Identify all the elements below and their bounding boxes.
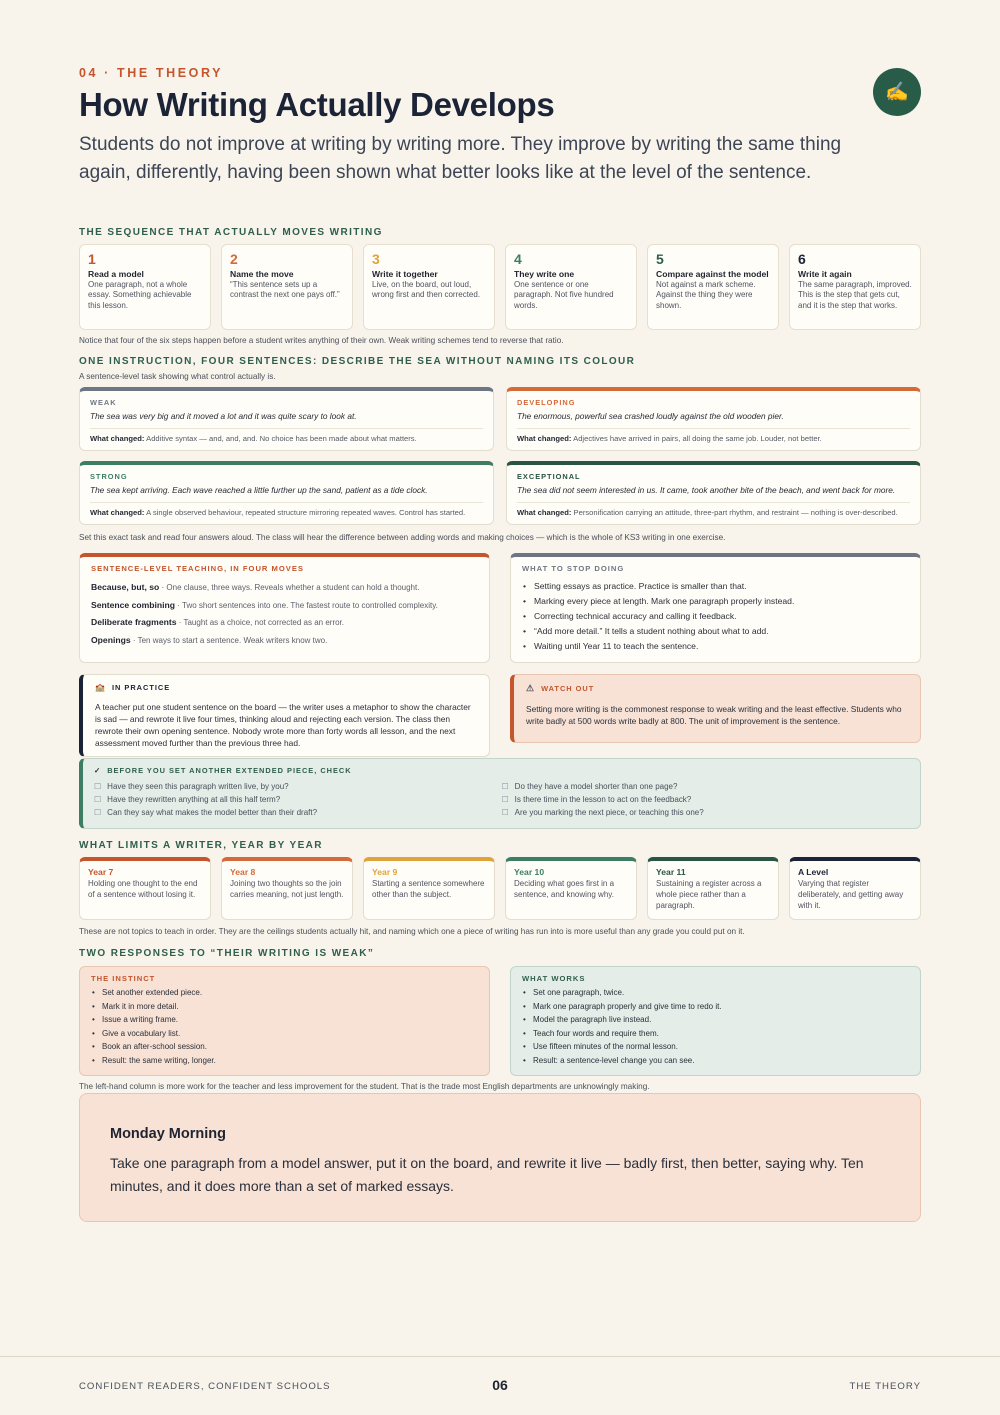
step-card (79, 244, 211, 330)
sentence-card-exceptional (506, 461, 921, 525)
level-label: WEAK (90, 398, 117, 407)
year-text: Varying that register deliberately, and getting away with it. (798, 879, 904, 910)
move-desc: · Ten ways to start a sentence. Weak writers know two. (130, 635, 328, 645)
year-text: Joining two thoughts so the join carries meaning, not just length. (230, 879, 344, 899)
watch-out-callout (510, 674, 921, 743)
year-label: Year 9 (372, 867, 398, 877)
checklist-item-text: Have they rewritten anything at all this half term? (107, 795, 281, 804)
year-label: Year 8 (230, 867, 256, 877)
list-item: • Result: the same writing, longer. (91, 1054, 478, 1068)
step-number: 5 (656, 251, 664, 267)
watch-out-header (526, 683, 908, 694)
what-works-heading: WHAT WORKS (522, 974, 586, 983)
step-card (647, 244, 779, 330)
checkbox-icon[interactable]: ☐ (94, 808, 102, 817)
step-text: “This sentence sets up a contrast the next one pays off.” (230, 279, 340, 299)
list-item: • Mark it in more detail. (91, 1000, 478, 1014)
move-name: Deliberate fragments (91, 617, 177, 627)
checklist-item[interactable] (94, 806, 502, 819)
level-label: STRONG (90, 472, 128, 481)
move-item (91, 579, 478, 597)
instinct-panel (79, 966, 490, 1076)
in-practice-heading: IN PRACTICE (111, 683, 171, 692)
responses-note: The left-hand column is more work for the teacher and less improvement for the student. That is the trade most English departments are unknowingly making. (79, 1082, 650, 1091)
lede-paragraph: Students do not improve at writing by writing more. They improve by writing the same thing again, differently, having been shown what better looks like at the level of the sentence. (79, 134, 842, 183)
level-label: EXCEPTIONAL (517, 472, 581, 481)
in-practice-header (95, 683, 477, 692)
move-desc: · Taught as a choice, not corrected as an error. (176, 618, 344, 627)
limits-heading: WHAT LIMITS A WRITER, YEAR BY YEAR (79, 840, 323, 851)
step-text: One paragraph, not a whole essay. Something achievable this lesson. (88, 279, 192, 310)
step-text: The same paragraph, improved. This is the step that gets cut, and it is the step that works. (798, 279, 912, 310)
stop-doing-list (522, 579, 909, 654)
list-item: • Book an after-school session. (91, 1040, 478, 1054)
year-text: Deciding what goes first in a sentence, and knowing why. (514, 879, 615, 899)
step-label: Name the move (230, 269, 294, 279)
year-text: Holding one thought to the end of a sentence without losing it. (88, 879, 198, 899)
move-desc: · Two short sentences into one. The fastest route to controlled complexity. (175, 600, 438, 610)
checkbox-icon[interactable]: ☐ (94, 795, 102, 804)
responses-heading: TWO RESPONSES TO “THEIR WRITING IS WEAK” (79, 948, 375, 959)
list-item: • Teach four words and require them. (522, 1027, 909, 1041)
what-changed-label: What changed: (90, 434, 145, 443)
move-name: Because, but, so (91, 582, 160, 592)
step-card (789, 244, 921, 330)
monday-morning-panel (79, 1093, 921, 1222)
checkmark-icon: ✓ (94, 766, 102, 775)
checkbox-icon[interactable]: ☐ (501, 808, 509, 817)
checklist-columns (94, 780, 909, 819)
list-item: • Issue a writing frame. (91, 1013, 478, 1027)
list-item: • “Add more detail.” It tells a student nothing about what to add. (522, 624, 909, 639)
level-label: DEVELOPING (517, 398, 576, 407)
list-item: • Model the paragraph live instead. (522, 1013, 909, 1027)
page-title: How Writing Actually Develops (79, 86, 555, 123)
list-item: • Give a vocabulary list. (91, 1027, 478, 1041)
page-number: 06 (492, 1377, 508, 1393)
step-label: Write it together (372, 269, 438, 279)
checklist-panel (79, 758, 921, 829)
sequence-steps (79, 244, 921, 330)
checklist-item-text: Have they seen this paragraph written live, by you? (107, 782, 289, 791)
stop-doing-panel (510, 553, 921, 663)
what-works-panel (510, 966, 921, 1076)
stop-doing-heading: WHAT TO STOP DOING (522, 564, 625, 573)
instinct-list (91, 986, 478, 1067)
limits-note: These are not topics to teach in order. They are the ceilings students actually hit, and naming which one a piece of writing has run into is more useful than any grade you could put on it. (79, 927, 745, 936)
footer-left: CONFIDENT READERS, CONFIDENT SCHOOLS (79, 1381, 331, 1392)
warning-icon: ⚠ (526, 683, 536, 693)
checkbox-icon[interactable]: ☐ (501, 782, 509, 791)
step-label: They write one (514, 269, 575, 279)
checklist-item-text: Can they say what makes the model better than their draft? (107, 808, 318, 817)
example-sentence: The enormous, powerful sea crashed loudly against the old wooden pier. (517, 411, 910, 429)
what-changed-label: What changed: (517, 508, 572, 517)
checklist-item-text: Are you marking the next piece, or teaching this one? (514, 808, 704, 817)
example-sentence: The sea was very big and it moved a lot and it was quite scary to look at. (90, 411, 483, 429)
sentences-heading: ONE INSTRUCTION, FOUR SENTENCES: DESCRIBE THE SEA WITHOUT NAMING ITS COLOUR (79, 356, 636, 367)
what-changed (90, 434, 483, 444)
year-card (79, 857, 211, 920)
year-card (363, 857, 495, 920)
four-moves-heading: SENTENCE-LEVEL TEACHING, IN FOUR MOVES (91, 564, 304, 573)
year-cards (79, 857, 921, 920)
checklist-header (94, 766, 909, 775)
move-item (91, 632, 478, 650)
move-name: Openings (91, 634, 131, 645)
monday-text: Take one paragraph from a model answer, put it on the board, and rewrite it live — badly first, then better, saying why. Ten minutes, and it does more than a set of marked essays. (110, 1155, 864, 1194)
year-text: Starting a sentence somewhere other than the subject. (372, 879, 485, 899)
year-label: Year 11 (656, 867, 686, 877)
step-text: Not against a mark scheme. Against the thing they were shown. (656, 279, 756, 310)
checklist-item[interactable] (94, 793, 502, 806)
step-number: 2 (230, 251, 238, 267)
what-changed (517, 508, 910, 518)
what-works-list (522, 986, 909, 1067)
list-item: • Marking every piece at length. Mark one paragraph properly instead. (522, 594, 909, 609)
step-text: One sentence or one paragraph. Not five hundred words. (514, 279, 614, 310)
writing-hand-icon: ✍ (873, 68, 921, 116)
step-label: Compare against the model (656, 269, 769, 279)
checklist-item[interactable] (94, 780, 502, 793)
checklist-item[interactable] (502, 793, 910, 806)
what-changed-label: What changed: (90, 508, 145, 517)
example-sentence: The sea kept arriving. Each wave reached a little further up the sand, patient as a tide clock. (90, 485, 483, 503)
step-card (363, 244, 495, 330)
move-item (91, 614, 478, 632)
in-practice-text: A teacher put one student sentence on the board — the writer uses a metaphor to show the character is sad — and rewrote it live four times, thinking aloud and rejecting each version. The class then rewrote their own opening sentence. Nobody wrote more than forty words all lesson, and the next assessment moved further than the previous three had. (95, 702, 471, 748)
list-item: • Correcting technical accuracy and calling it feedback. (522, 609, 909, 624)
what-changed-text: Adjectives have arrived in pairs, all doing the same job. Louder, not better. (573, 434, 822, 443)
sequence-heading: THE SEQUENCE THAT ACTUALLY MOVES WRITING (79, 227, 383, 238)
checklist-item[interactable] (502, 780, 910, 793)
year-card (647, 857, 779, 920)
checklist-left-column (94, 780, 502, 819)
in-practice-callout (79, 674, 490, 757)
year-label: Year 10 (514, 867, 545, 877)
step-number: 3 (372, 251, 380, 267)
footer-right: THE THEORY (849, 1381, 921, 1392)
monday-heading: Monday Morning (110, 1126, 226, 1142)
step-number: 6 (798, 251, 806, 267)
step-card (505, 244, 637, 330)
checklist-item-text: Do they have a model shorter than one page? (514, 782, 678, 791)
four-moves-panel (79, 553, 490, 663)
move-item (91, 597, 478, 615)
what-changed-text: Additive syntax — and, and, and. No choice has been made about what matters. (146, 434, 417, 443)
list-item: • Mark one paragraph properly and give time to redo it. (522, 1000, 909, 1014)
list-item: • Waiting until Year 11 to teach the sentence. (522, 639, 909, 654)
step-number: 4 (514, 251, 522, 267)
list-item: • Set one paragraph, twice. (522, 986, 909, 1000)
move-desc: · One clause, three ways. Reveals whether a student can hold a thought. (159, 583, 420, 592)
sentences-note: Set this exact task and read four answers aloud. The class will hear the difference between adding words and making choices — which is the whole of KS3 writing in one exercise. (79, 533, 726, 542)
example-sentence: The sea did not seem interested in us. It came, took another bite of the beach, and went back for more. (517, 485, 910, 503)
page-footer (0, 1356, 1000, 1415)
instinct-heading: THE INSTINCT (91, 974, 156, 983)
step-card (221, 244, 353, 330)
year-card (789, 857, 921, 920)
step-label: Read a model (88, 269, 144, 279)
watch-out-heading: WATCH OUT (541, 684, 595, 693)
list-item: • Result: a sentence-level change you can see. (522, 1054, 909, 1068)
year-label: Year 7 (88, 867, 114, 877)
what-changed (517, 434, 910, 444)
sentence-card-strong (79, 461, 494, 525)
sentence-card-developing (506, 387, 921, 451)
sentences-subheading: A sentence-level task showing what control actually is. (79, 372, 276, 381)
checklist-heading: BEFORE YOU SET ANOTHER EXTENDED PIECE, CHECK (107, 766, 352, 775)
checklist-right-column (502, 780, 910, 819)
checklist-item-text: Is there time in the lesson to act on the feedback? (514, 795, 692, 804)
checklist-item[interactable] (502, 806, 910, 819)
year-label: A Level (798, 867, 829, 877)
move-name: Sentence combining (91, 599, 176, 610)
step-text: Live, on the board, out loud, wrong first and then corrected. (372, 279, 481, 299)
what-changed-text: Personification carrying an attitude, three-part rhythm, and restraint — nothing is over-described. (573, 508, 898, 517)
year-card (505, 857, 637, 920)
step-number: 1 (88, 251, 96, 267)
checkbox-icon[interactable]: ☐ (501, 795, 509, 804)
year-card (221, 857, 353, 920)
what-changed-text: A single observed behaviour, repeated structure mirroring repeated waves. Control has started. (146, 508, 466, 517)
list-item: • Use fifteen minutes of the normal lesson. (522, 1040, 909, 1054)
sentence-card-weak (79, 387, 494, 451)
list-item: • Setting essays as practice. Practice is smaller than that. (522, 579, 909, 594)
section-eyebrow: 04 · THE THEORY (79, 66, 224, 80)
step-label: Write it again (798, 269, 852, 279)
what-changed (90, 508, 483, 518)
school-icon: 🏫 (95, 683, 106, 692)
checkbox-icon[interactable]: ☐ (94, 782, 102, 791)
year-text: Sustaining a register across a whole piece rather than a paragraph. (656, 879, 762, 910)
sequence-note: Notice that four of the six steps happen before a student writes anything of their own. Weak writing schemes tend to reverse that ratio. (79, 336, 564, 345)
list-item: • Set another extended piece. (91, 986, 478, 1000)
watch-out-text: Setting more writing is the commonest response to weak writing and the least effective. Students who write badly at 500 words write badly at 800. The unit of improvement is the sentence. (526, 704, 902, 726)
what-changed-label: What changed: (517, 434, 572, 443)
